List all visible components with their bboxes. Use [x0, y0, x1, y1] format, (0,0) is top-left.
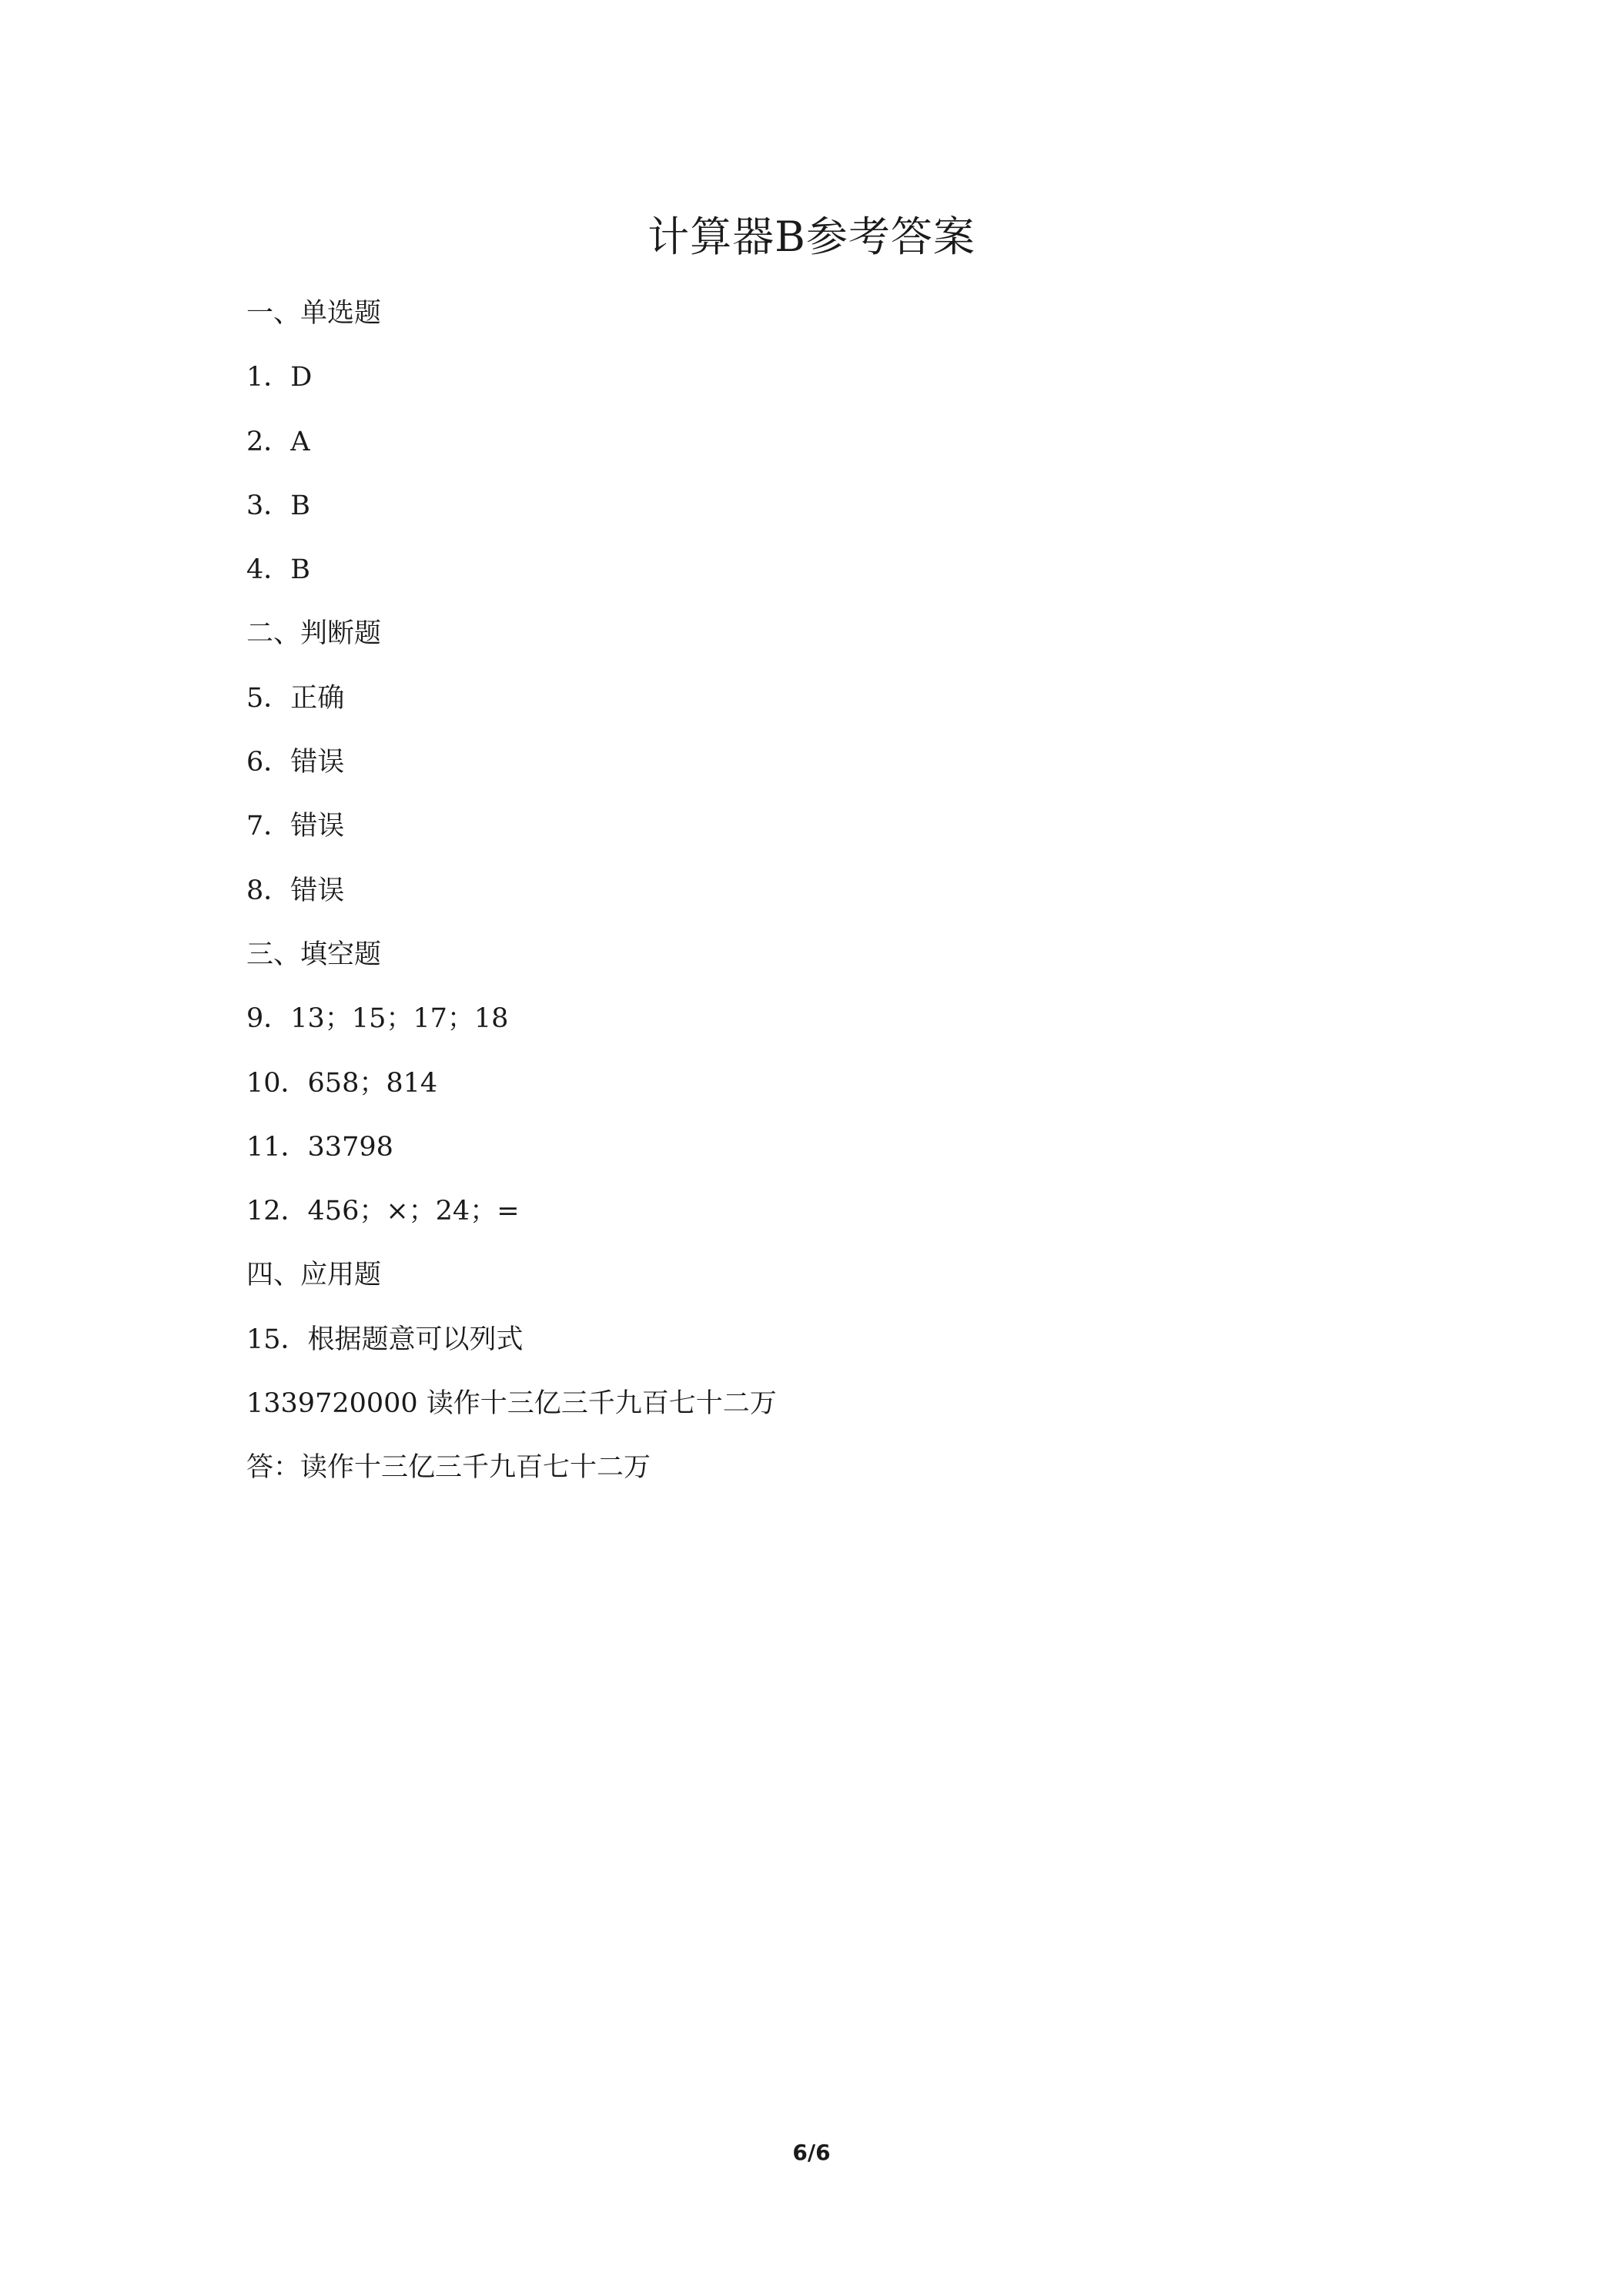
answer-line-10: 10．658；814 [246, 1067, 438, 1099]
page-number: 6/6 [792, 2140, 831, 2165]
answer-line-7: 7．错误 [246, 811, 345, 842]
section-heading-application: 四、应用题 [246, 1260, 382, 1291]
answer-line-2: 2．A [246, 426, 310, 457]
document-title: 计算器B参考答案 [648, 213, 975, 261]
answer-line-15-final: 答：读作十三亿三千九百七十二万 [246, 1452, 651, 1484]
answer-line-12: 12．456；×；24；= [246, 1196, 520, 1227]
answer-line-6: 6．错误 [246, 747, 345, 778]
section-heading-true-false: 二、判断题 [246, 618, 382, 650]
answer-list [246, 295, 1401, 1514]
answer-line-11: 11．33798 [246, 1131, 393, 1163]
answer-line-5: 5．正确 [246, 682, 345, 714]
answer-line-15-working: 1339720000 读作十三亿三千九百七十二万 [246, 1388, 777, 1420]
section-heading-fill-blank: 三、填空题 [246, 939, 382, 970]
answer-line-9: 9．13；15；17；18 [246, 1003, 509, 1035]
answer-line-4: 4．B [246, 554, 310, 586]
section-heading-single-choice: 一、单选题 [246, 298, 382, 329]
answer-line-1: 1．D [246, 362, 313, 393]
answer-line-8: 8．错误 [246, 875, 345, 906]
answer-line-15: 15．根据题意可以列式 [246, 1324, 524, 1355]
answer-line-3: 3．B [246, 490, 310, 521]
